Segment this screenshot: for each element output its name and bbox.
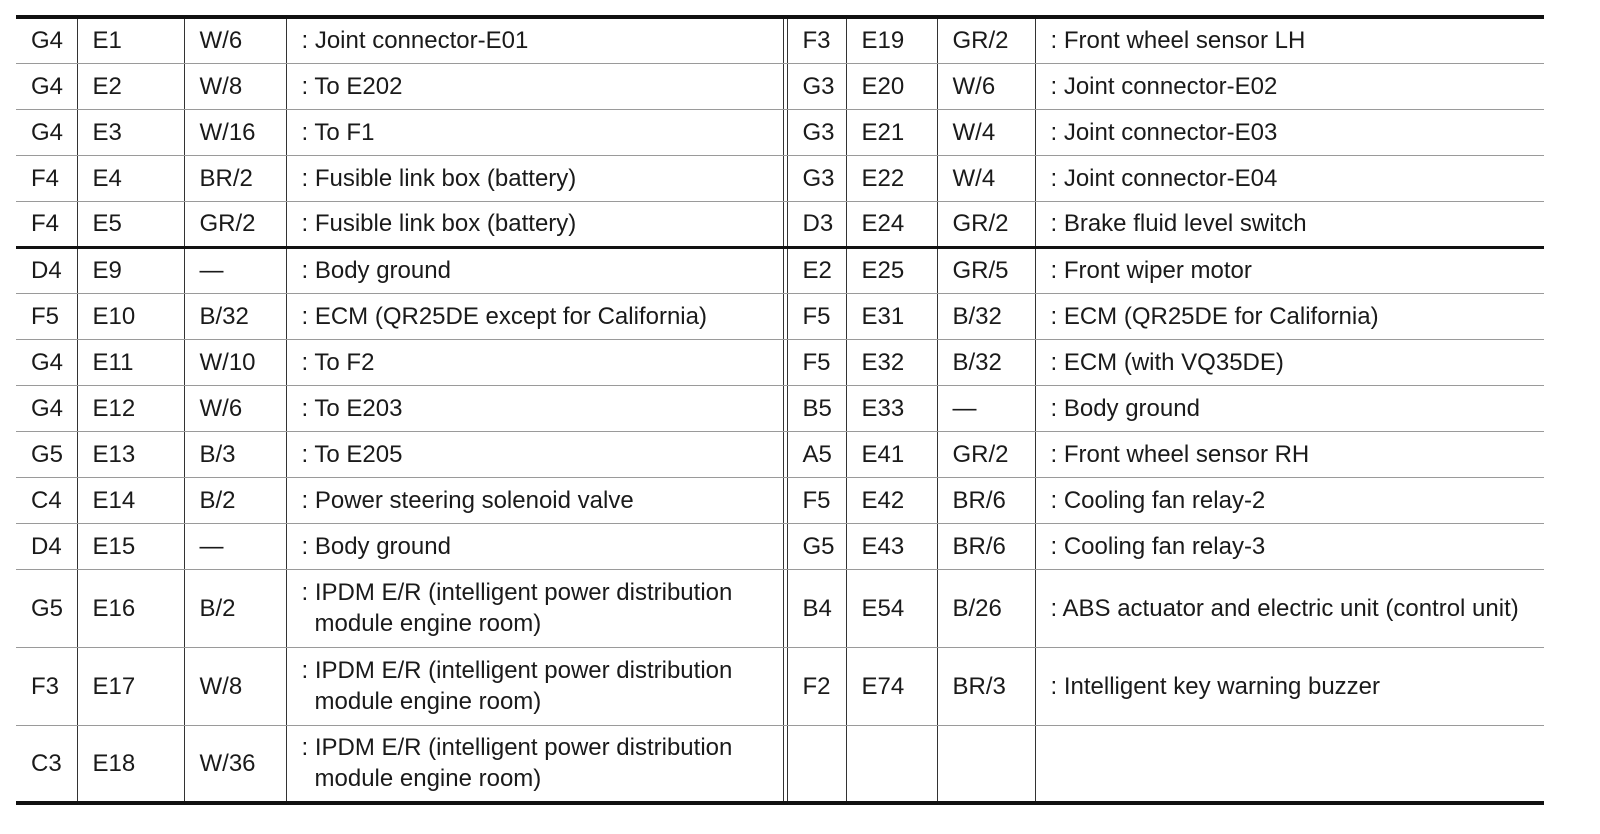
right-color-cell: GR/2: [937, 201, 1035, 247]
table-row: [16, 385, 1544, 431]
table-row: [16, 109, 1544, 155]
right-description-cell: : Cooling fan relay-2: [1035, 477, 1544, 523]
right-color-cell: [937, 725, 1035, 803]
left-connector-cell: E1: [77, 17, 184, 63]
left-description-cell: : To F1: [286, 109, 783, 155]
right-grid-cell: G3: [787, 155, 846, 201]
left-color-cell: B/2: [184, 477, 286, 523]
left-description-cell: : Fusible link box (battery): [286, 201, 783, 247]
table-row: [16, 569, 1544, 647]
right-connector-cell: E32: [846, 339, 937, 385]
left-description-cell: : Body ground: [286, 247, 783, 293]
left-connector-cell: E16: [77, 569, 184, 647]
left-color-cell: W/8: [184, 647, 286, 725]
left-connector-cell: E12: [77, 385, 184, 431]
right-connector-cell: E21: [846, 109, 937, 155]
left-grid-cell: G4: [16, 63, 77, 109]
left-description-cell: : To E203: [286, 385, 783, 431]
right-color-cell: W/4: [937, 155, 1035, 201]
left-connector-cell: E18: [77, 725, 184, 803]
left-color-cell: W/6: [184, 17, 286, 63]
right-connector-cell: E41: [846, 431, 937, 477]
left-color-cell: B/3: [184, 431, 286, 477]
left-description-cell: : Joint connector-E01: [286, 17, 783, 63]
table-row: [16, 247, 1544, 293]
right-description-cell: : ECM (with VQ35DE): [1035, 339, 1544, 385]
right-color-cell: W/6: [937, 63, 1035, 109]
left-grid-cell: F4: [16, 155, 77, 201]
left-connector-cell: E11: [77, 339, 184, 385]
right-description-cell: : Front wheel sensor RH: [1035, 431, 1544, 477]
right-color-cell: B/26: [937, 569, 1035, 647]
table-row: [16, 63, 1544, 109]
table-row: [16, 155, 1544, 201]
left-connector-cell: E13: [77, 431, 184, 477]
left-color-cell: BR/2: [184, 155, 286, 201]
right-description-cell: : Cooling fan relay-3: [1035, 523, 1544, 569]
left-description-cell: : To E205: [286, 431, 783, 477]
right-connector-cell: E19: [846, 17, 937, 63]
right-connector-cell: E54: [846, 569, 937, 647]
table-row: [16, 431, 1544, 477]
left-grid-cell: G4: [16, 17, 77, 63]
right-connector-cell: E31: [846, 293, 937, 339]
left-grid-cell: C4: [16, 477, 77, 523]
left-grid-cell: D4: [16, 523, 77, 569]
left-grid-cell: G4: [16, 385, 77, 431]
right-grid-cell: D3: [787, 201, 846, 247]
right-grid-cell: F5: [787, 293, 846, 339]
left-description-cell: : Power steering solenoid valve: [286, 477, 783, 523]
right-color-cell: GR/2: [937, 17, 1035, 63]
table-row: [16, 293, 1544, 339]
right-grid-cell: G3: [787, 109, 846, 155]
right-grid-cell: F5: [787, 339, 846, 385]
left-connector-cell: E3: [77, 109, 184, 155]
right-connector-cell: E74: [846, 647, 937, 725]
left-color-cell: GR/2: [184, 201, 286, 247]
left-color-cell: —: [184, 247, 286, 293]
left-grid-cell: C3: [16, 725, 77, 803]
left-description-cell: : To E202: [286, 63, 783, 109]
left-description-cell: : To F2: [286, 339, 783, 385]
right-connector-cell: E43: [846, 523, 937, 569]
table-row: [16, 477, 1544, 523]
left-grid-cell: G4: [16, 339, 77, 385]
left-connector-cell: E15: [77, 523, 184, 569]
left-grid-cell: G5: [16, 569, 77, 647]
right-connector-cell: E33: [846, 385, 937, 431]
right-color-cell: —: [937, 385, 1035, 431]
right-connector-cell: E20: [846, 63, 937, 109]
table-row: [16, 523, 1544, 569]
left-description-cell: : IPDM E/R (intelligent power distribution module engine room): [286, 647, 783, 725]
right-description-cell: : Front wheel sensor LH: [1035, 17, 1544, 63]
right-connector-cell: [846, 725, 937, 803]
left-grid-cell: F5: [16, 293, 77, 339]
left-connector-cell: E17: [77, 647, 184, 725]
right-grid-cell: [787, 725, 846, 803]
right-color-cell: BR/6: [937, 523, 1035, 569]
left-connector-cell: E4: [77, 155, 184, 201]
connector-table: [16, 15, 1544, 805]
table-row: [16, 725, 1544, 803]
connector-list-sheet: [16, 15, 1544, 805]
right-description-cell: [1035, 725, 1544, 803]
left-grid-cell: D4: [16, 247, 77, 293]
left-color-cell: W/16: [184, 109, 286, 155]
right-grid-cell: B5: [787, 385, 846, 431]
left-color-cell: W/6: [184, 385, 286, 431]
left-color-cell: W/36: [184, 725, 286, 803]
right-grid-cell: F3: [787, 17, 846, 63]
left-description-cell: : Fusible link box (battery): [286, 155, 783, 201]
table-row: [16, 339, 1544, 385]
table-row: [16, 201, 1544, 247]
right-color-cell: GR/2: [937, 431, 1035, 477]
left-grid-cell: F3: [16, 647, 77, 725]
left-connector-cell: E14: [77, 477, 184, 523]
right-description-cell: : Joint connector-E02: [1035, 63, 1544, 109]
right-description-cell: : Body ground: [1035, 385, 1544, 431]
left-color-cell: W/8: [184, 63, 286, 109]
right-connector-cell: E22: [846, 155, 937, 201]
right-color-cell: BR/3: [937, 647, 1035, 725]
right-connector-cell: E24: [846, 201, 937, 247]
left-connector-cell: E10: [77, 293, 184, 339]
right-grid-cell: G3: [787, 63, 846, 109]
right-color-cell: B/32: [937, 339, 1035, 385]
right-color-cell: B/32: [937, 293, 1035, 339]
right-color-cell: W/4: [937, 109, 1035, 155]
right-description-cell: : Front wiper motor: [1035, 247, 1544, 293]
right-connector-cell: E42: [846, 477, 937, 523]
right-description-cell: : ABS actuator and electric unit (control unit): [1035, 569, 1544, 647]
right-description-cell: : Intelligent key warning buzzer: [1035, 647, 1544, 725]
right-grid-cell: F5: [787, 477, 846, 523]
left-grid-cell: G5: [16, 431, 77, 477]
right-description-cell: : ECM (QR25DE for California): [1035, 293, 1544, 339]
right-grid-cell: B4: [787, 569, 846, 647]
left-color-cell: —: [184, 523, 286, 569]
right-grid-cell: G5: [787, 523, 846, 569]
right-grid-cell: F2: [787, 647, 846, 725]
right-description-cell: : Brake fluid level switch: [1035, 201, 1544, 247]
right-connector-cell: E25: [846, 247, 937, 293]
left-color-cell: B/2: [184, 569, 286, 647]
left-description-cell: : IPDM E/R (intelligent power distribution module engine room): [286, 725, 783, 803]
left-color-cell: B/32: [184, 293, 286, 339]
left-description-cell: : ECM (QR25DE except for California): [286, 293, 783, 339]
left-description-cell: : Body ground: [286, 523, 783, 569]
left-color-cell: W/10: [184, 339, 286, 385]
right-color-cell: GR/5: [937, 247, 1035, 293]
left-connector-cell: E9: [77, 247, 184, 293]
left-description-cell: : IPDM E/R (intelligent power distribution module engine room): [286, 569, 783, 647]
table-row: [16, 647, 1544, 725]
right-grid-cell: E2: [787, 247, 846, 293]
right-grid-cell: A5: [787, 431, 846, 477]
left-connector-cell: E2: [77, 63, 184, 109]
right-description-cell: : Joint connector-E04: [1035, 155, 1544, 201]
left-grid-cell: F4: [16, 201, 77, 247]
table-row: [16, 17, 1544, 63]
right-description-cell: : Joint connector-E03: [1035, 109, 1544, 155]
left-connector-cell: E5: [77, 201, 184, 247]
right-color-cell: BR/6: [937, 477, 1035, 523]
left-grid-cell: G4: [16, 109, 77, 155]
